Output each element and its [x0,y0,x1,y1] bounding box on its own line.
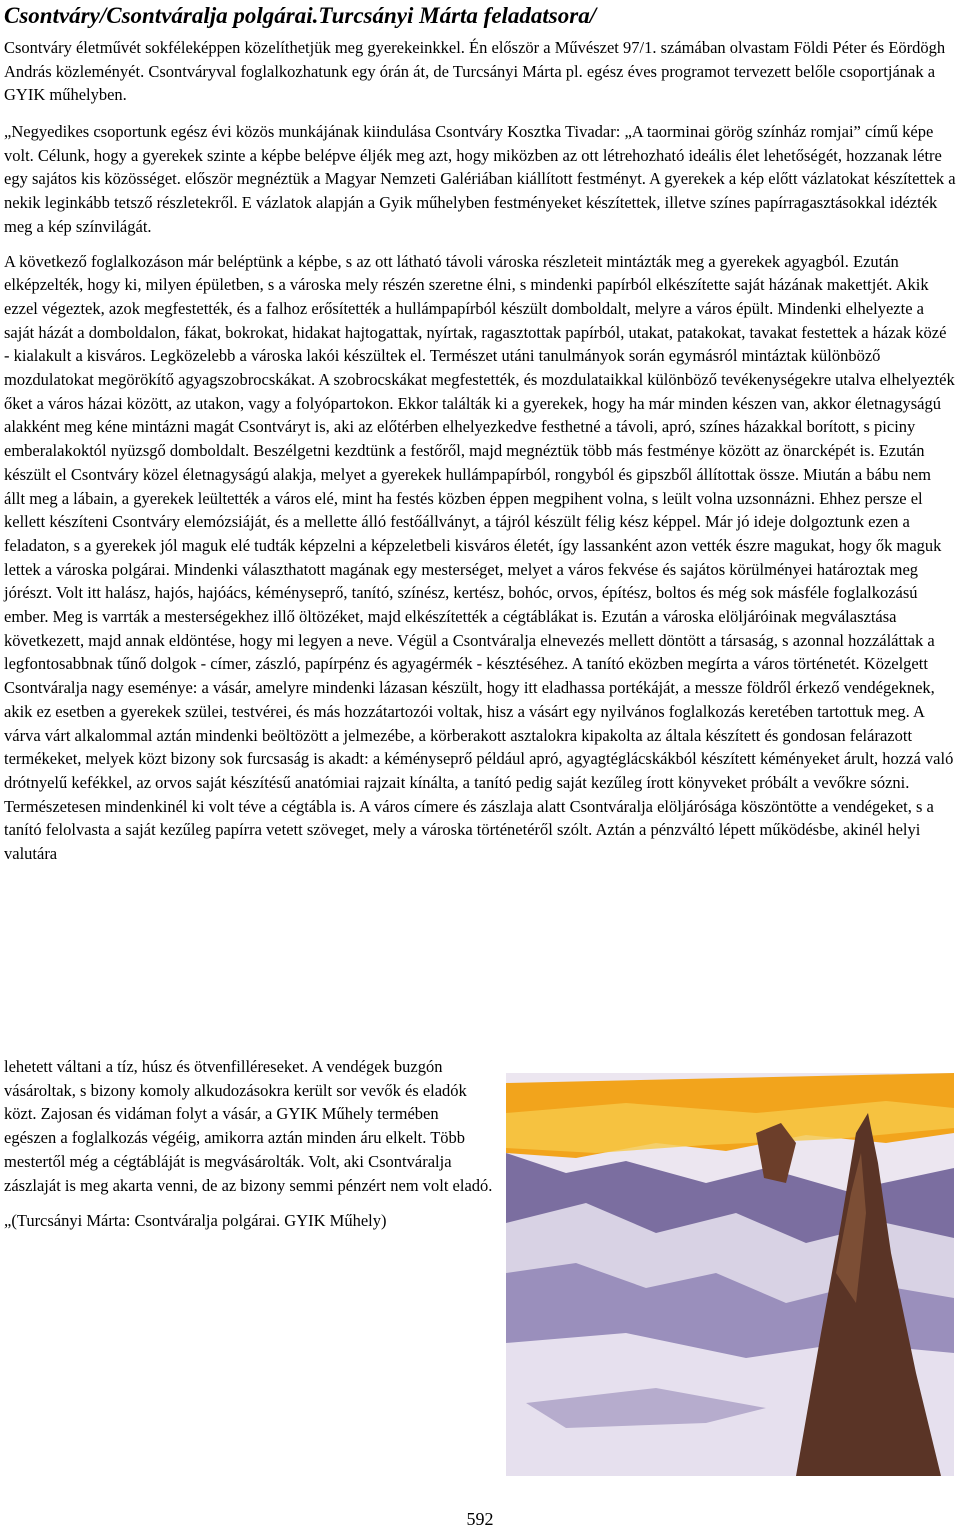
paragraph-1: „Negyedikes csoportunk egész évi közös munkájának kiindulása Csontváry Kosztka Tivadar: „A taorminai görög színház romjai” című képe volt. Célunk, hogy a gyerekek szinte a képbe belépve éljék meg azt, hogy miközben az ott létrehozható ideális élet lehetőségét, hozzanak létre egy sajátos kis közösséget. először megnéztük a Magyar Nemzeti Galériában kiállított festményt. A gyerekek a kép előtt vázlatokat készítettek a nekik leginkább tetsző részletekről. E vázlatok alapján a Gyik műhelyben festményeket készítettek, illetve színes papírragasztásokkal idézték meg a kép színvilágát. [4,122,956,236]
wrapped-text [4,1055,494,1245]
page-title: Csontváry/Csontváralja polgárai.Turcsányi Márta feladatsora/ [4,3,597,28]
main-text [4,120,956,877]
intro-paragraph: Csontváry életművét sokféleképpen közelíthetjük meg gyerekeinkkel. Én először a Művészet 97/1. számában olvastam Földi Péter és Eördögh András közleményét. Csontváryval foglalkozhatunk egy órán át, de Turcsányi Márta pl. egész éves programot tervezett belőle csoportjának a GYIK műhelyben. [4,38,946,105]
painting-artwork [506,1073,954,1476]
painting-image [506,1073,954,1476]
source-citation: „(Turcsányi Márta: Csontváralja polgárai. GYIK Műhely) [4,1211,387,1231]
paragraph-2: A következő foglalkozáson már beléptünk a képbe, s az ott látható távoli városka részleteit mintázták meg a gyerekek agyagból. Ezután elképzelték, hogy ki, milyen épületben, s a városka mely részén szeretne élni, s mindenki papírból elkészítette saját házának makettjét. Akik ezzel végeztek, azok megfestették, és a falhoz erősítették a hullámpapírból készült domboldalt, melyre a város épült. Mindenki elhelyezte a saját házát a domboldalon, fákat, bokrokat, hidakat hajtogattak, nyírtak, ragasztottak papírból, utakat, patakokat, tavakat festettek a házak közé - kialakult a kisváros. Legközelebb a városka lakói készültek el. Természet utáni tanulmányok során egymásról mintáztak különböző mozdulatokat megörökítő agyagszobrocskákat. A szobrocskákat megfestették, és mozdulataikkal különböző tevékenységekre utalva elhelyezték őket a város házai között, az utakon, vagy a folyópartokon. Ekkor találták ki a gyerekek, hogy ha már minden készen van, akkor életnagyságú alakként meg kéne mintázni magát Csontváryt is, aki az előtérben elhelyezkedve festhetné a távoli, apró, színes házakkal borított, s piciny emberalakoktól nyüzsgő domboldalt. Beszélgetni kezdtünk a festőről, majd megnéztük több más festménye között az önarcképét is. Ezután készült el Csontváry közel életnagyságú alakja, melyet a gyerekek hullámpapírból, rongyból és gipszből állítottak össze. Miután a bábu nem állt meg a lábain, a gyerekek leültették a város elé, mint ha festés közben éppen megpihent volna, s leült volna uzsonnázni. Ehhez persze el kellett készíteni Csontváry elemózsiáját, és a mellette álló festőállványt, a tájról készült félig kész képpel. Már jó ideje dolgoztunk ezen a feladaton, s a gyerekek jól maguk elé tudták képzelni a képzeletbeli kisváros életét, így lassanként azon vették észre magukat, hogy ők maguk lettek a városka polgárai. Mindenki választhatott magának egy mesterséget, melyet a város fekvése és sajátos körülményei határoztak meg jórészt. Volt itt halász, hajós, hajóács, kéményseprő, tanító, színész, kertész, bohóc, orvos, építész, boltos és még sok másféle foglalkozású ember. Meg is varrták a mesterségekhez illő öltözéket, majd elkészítették a cégtáblákat is. Ezután a városka elöljáróinak megválasztása következett, majd annak eldöntése, hogy mi legyen a neve. Végül a Csontváralja elnevezés mellett döntött a társaság, s azonnal hozzáláttak a legfontosabbnak tűnő dolgok - címer, zászló, papírpénz és agyagérmék - késztéséhez. A tanító eközben megírta a város történetét. Közelgett Csontváralja nagy eseménye: a vásár, amelyre mindenki lázasan készült, hogy itt eladhassa portékáját, a messze földről érkező vendégeknek, akik ez esetben a gyerekek szülei, testvérei, és más hozzátartozói voltak, hisz a vásárt egy nyilvános foglalkozás keretében tartottuk meg. A várva várt alkalommal aztán mindenki beöltözött a jelmezébe, a körberakott asztalokra kipakolta az általa készített és gondosan felárazott termékeket, melyek közt bizony sok furcsaság is akadt: a kéményseprő például apró, agyagtéglácskákból készített kéményeket árult, hozzá való drótnyelű kefékkel, az orvos saját készítésű anatómiai rajzait kínálta, a tanító pedig saját kezűleg írott könyveket próbált a vevőkre sózni. Természetesen mindenkinél ki volt téve a cégtábla is. A város címere és zászlaja alatt Csontváralja elöljárósága köszöntötte a vendégeket, s a tanító felolvasta a saját kezűleg papírra vetett szöveget, mely a városka történetéről szólt. Aztán a pénzváltó lépett működésbe, akinél helyi valutára [4,251,955,864]
intro-text [4,36,956,118]
page-number: 592 [466,1509,494,1529]
paragraph-3: lehetett váltani a tíz, húsz és ötvenfilléreseket. A vendégek buzgón vásároltak, s bizony komoly alkudozásokra került sor vevők és eladók közt. Zajosan és vidáman folyt a vásár, a GYIK Műhely termében egészen a foglalkozás végéig, amikorra aztán minden áru elkelt. Több mestertől még a cégtábláját is megvásárolták. Volt, aki Csontváralja zászlaját is meg akarta venni, de az bizony semmi pénzért nem volt eladó. [4,1057,493,1195]
